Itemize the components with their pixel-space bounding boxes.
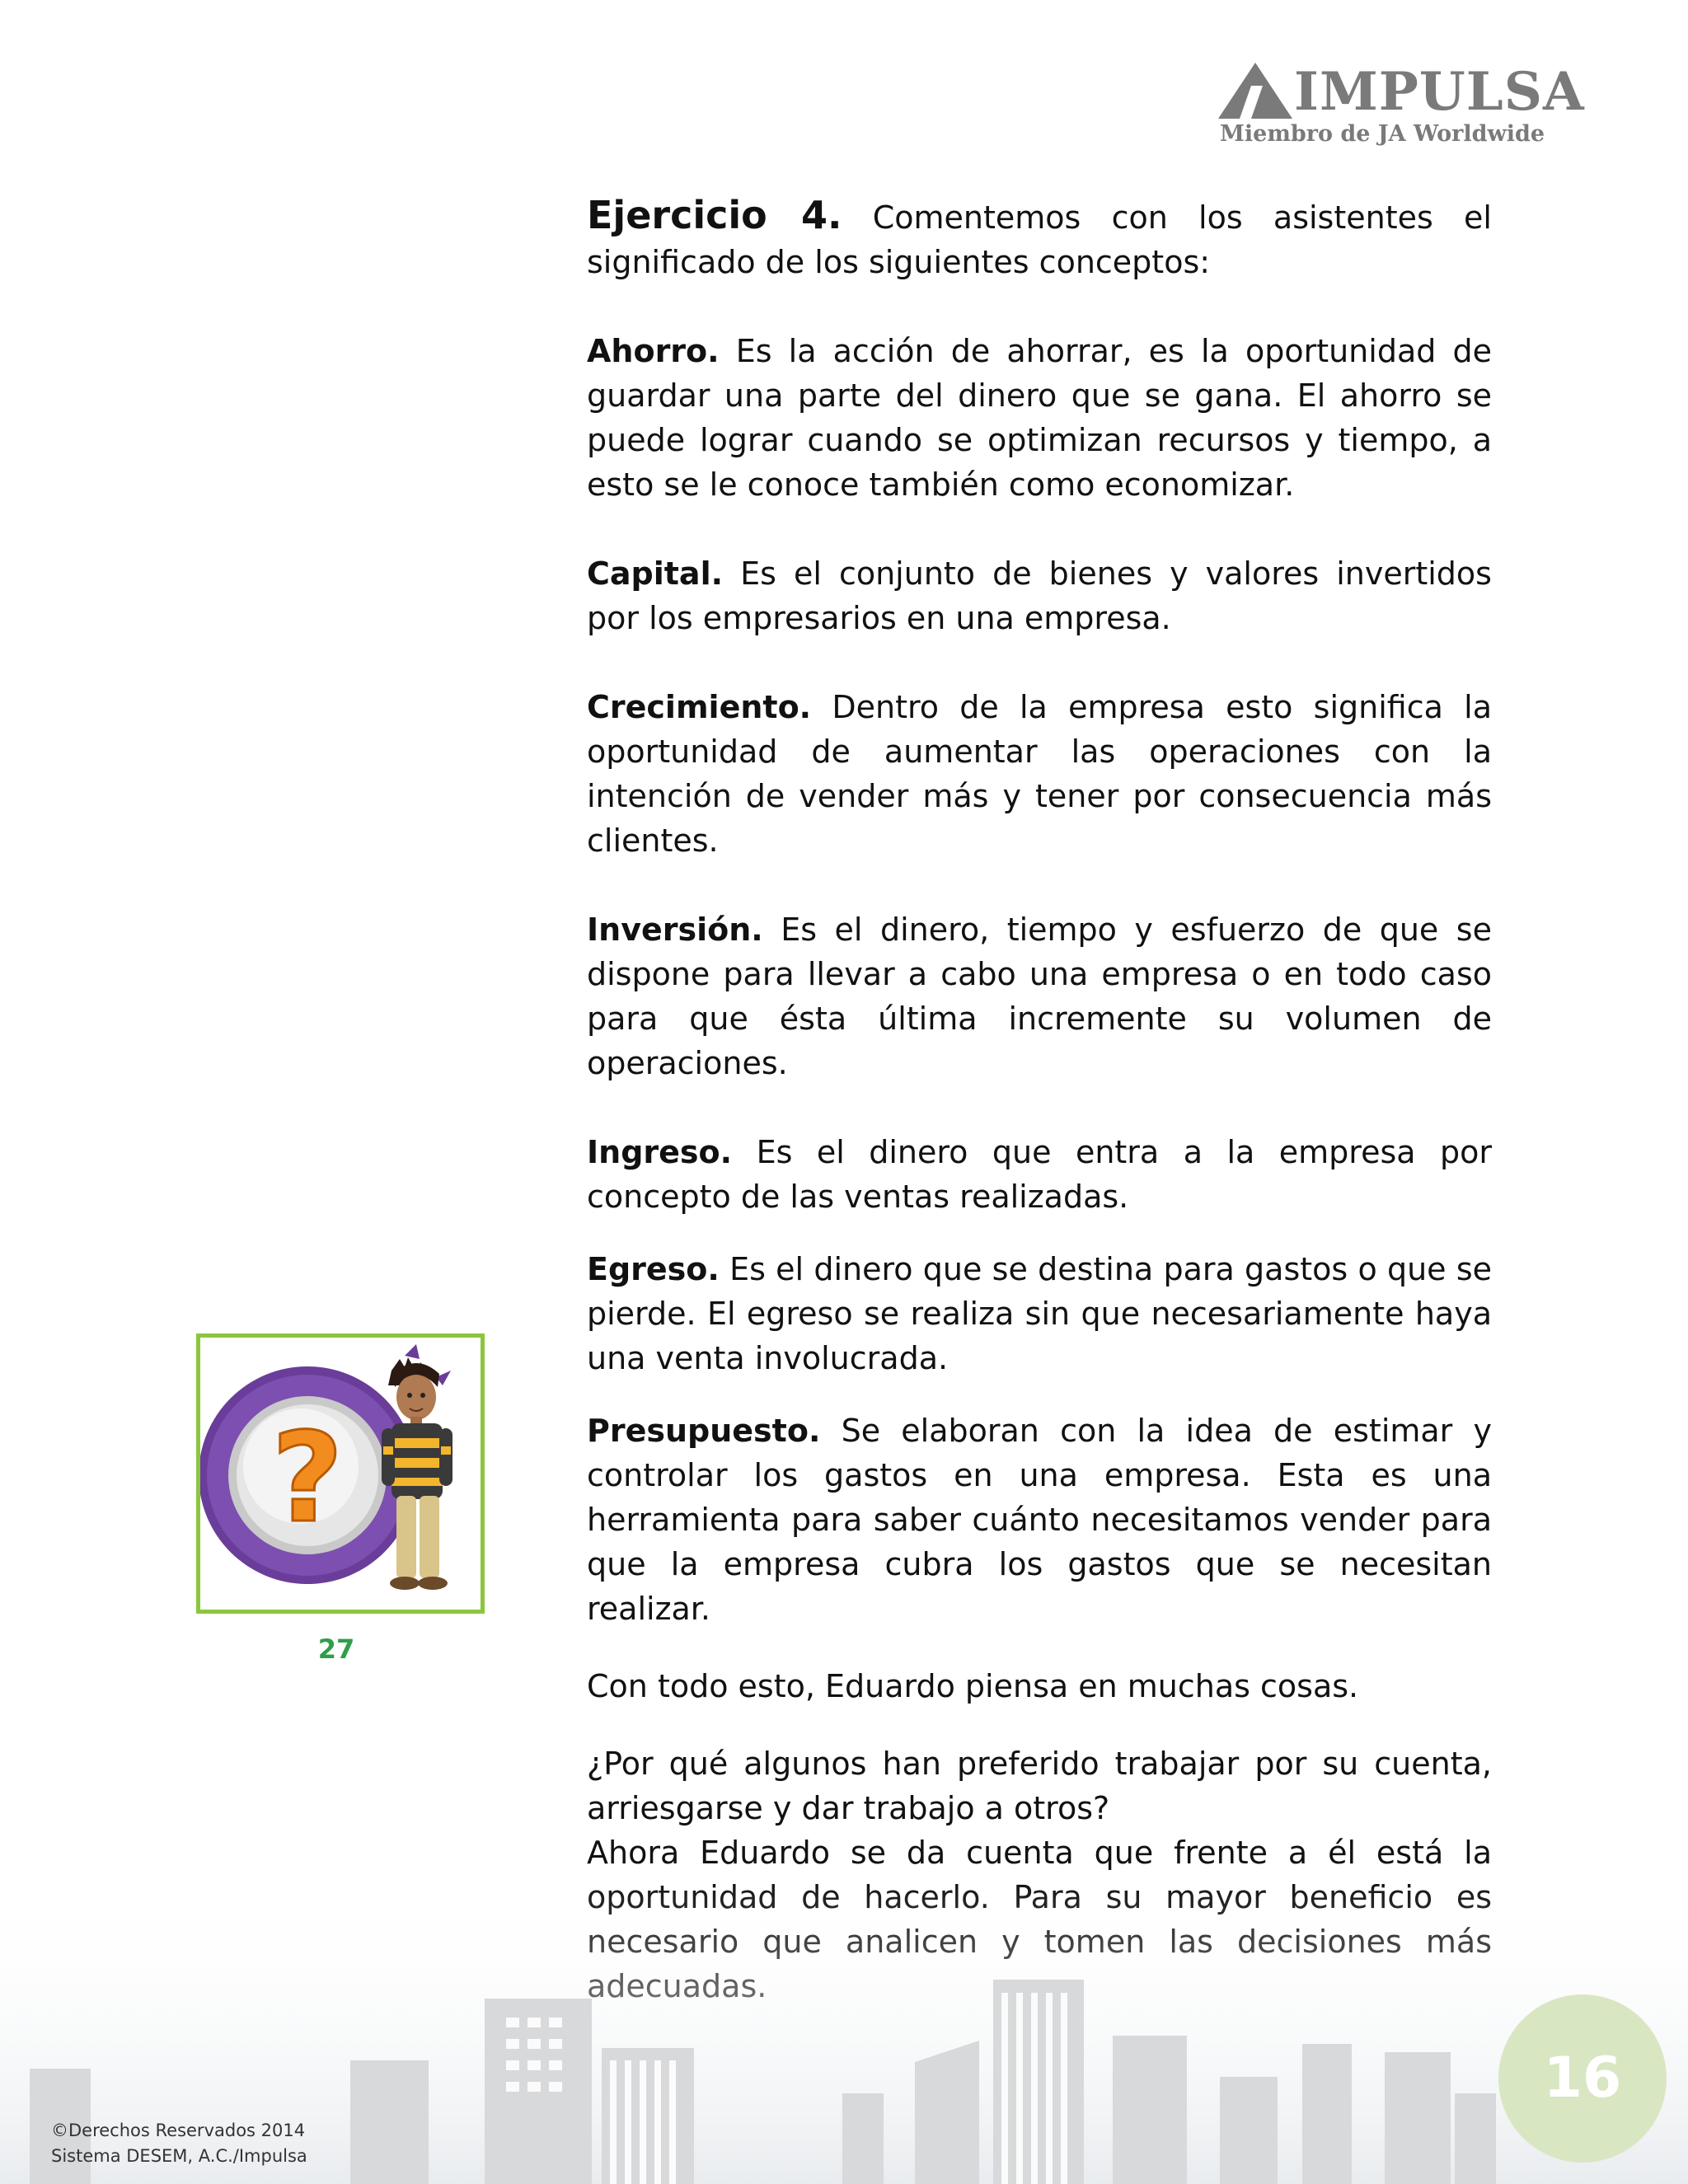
- closing-conclusion: Ahora Eduardo se da cuenta que frente a él está la: [587, 1835, 1492, 1871]
- copyright-block: [51, 2118, 307, 2169]
- page-number: 16: [1543, 2046, 1622, 2111]
- logo-tagline: Miembro de JA Worldwide: [1220, 121, 1545, 147]
- concept-capital: [587, 551, 1492, 640]
- closing-question: ¿Por qué algunos han preferido trabajar por su cuenta, arriesgarse y dar trabajo a otros?: [587, 1746, 1492, 1826]
- concept-egreso: [587, 1247, 1492, 1380]
- main-content: [587, 193, 1492, 2008]
- concept-definition: Es la acción de ahorrar, es la oportunidad de guardar una parte del dinero que se gana. El ahorro se puede lograr cuando se optimizan recursos y tiempo, a esto se le conoce también como economizar.: [587, 333, 1492, 503]
- concept-term: Inversión.: [587, 912, 763, 948]
- concept-term: Ingreso.: [587, 1134, 733, 1170]
- concept-ahorro: [587, 329, 1492, 507]
- logo-brand: IMPULSA: [1294, 61, 1585, 123]
- concept-definition: Se elaboran con la idea de estimar y controlar los gastos en una empresa. Esta es una herramienta para saber cuánto necesitamos vender para que la empresa cubra los gastos que se necesitan realizar.: [587, 1413, 1492, 1627]
- illustration-frame: [196, 1333, 485, 1614]
- closing-line: Con todo esto, Eduardo piensa en muchas cosas.: [587, 1668, 1359, 1704]
- concept-term: Ahorro.: [587, 333, 720, 369]
- concept-definition: Es el conjunto de bienes y valores invertidos por los empresarios en una empresa.: [587, 555, 1492, 636]
- concept-term: Capital.: [587, 555, 724, 592]
- concept-definition: Es el dinero que entra a la empresa por concepto de las ventas realizadas.: [587, 1134, 1492, 1215]
- concept-ingreso: [587, 1130, 1492, 1219]
- figure-number: 27: [317, 1633, 355, 1665]
- exercise-label: Ejercicio 4.: [587, 193, 842, 237]
- concept-term: Egreso.: [587, 1251, 720, 1287]
- question-mark-icon: ?: [271, 1407, 344, 1550]
- organization-text: Sistema DESEM, A.C./Impulsa: [51, 2146, 307, 2166]
- impulsa-triangle-icon: [1218, 63, 1292, 119]
- copyright-text: ©Derechos Reservados 2014: [51, 2121, 306, 2140]
- concept-inversion: [587, 907, 1492, 1085]
- concept-presupuesto: [587, 1408, 1492, 1631]
- concept-definition: Es el dinero, tiempo y esfuerzo de que se dispone para llevar a cabo una empresa o en todo caso para que ésta última incremente su volumen de operaciones.: [587, 912, 1492, 1081]
- concept-definition: Es el dinero que se destina para gastos o que se pierde. El egreso se realiza sin que necesariamente haya una venta involucrada.: [587, 1251, 1492, 1376]
- exercise-text: Comentemos con los asistentes el significado de los siguientes conceptos:: [587, 199, 1492, 280]
- impulsa-logo: [1218, 59, 1585, 150]
- exercise-intro: [587, 193, 1492, 284]
- concept-term: Crecimiento.: [587, 689, 812, 725]
- page-number-badge: [1498, 1994, 1667, 2163]
- concept-definition: Dentro de la empresa esto significa la oportunidad de aumentar las operaciones con la intención de vender más y tener por consecuencia más clientes.: [587, 689, 1492, 859]
- concept-crecimiento: [587, 685, 1492, 863]
- concept-term: Presupuesto.: [587, 1413, 821, 1449]
- question-character-illustration: [200, 1338, 481, 1610]
- boy-character: [382, 1344, 452, 1590]
